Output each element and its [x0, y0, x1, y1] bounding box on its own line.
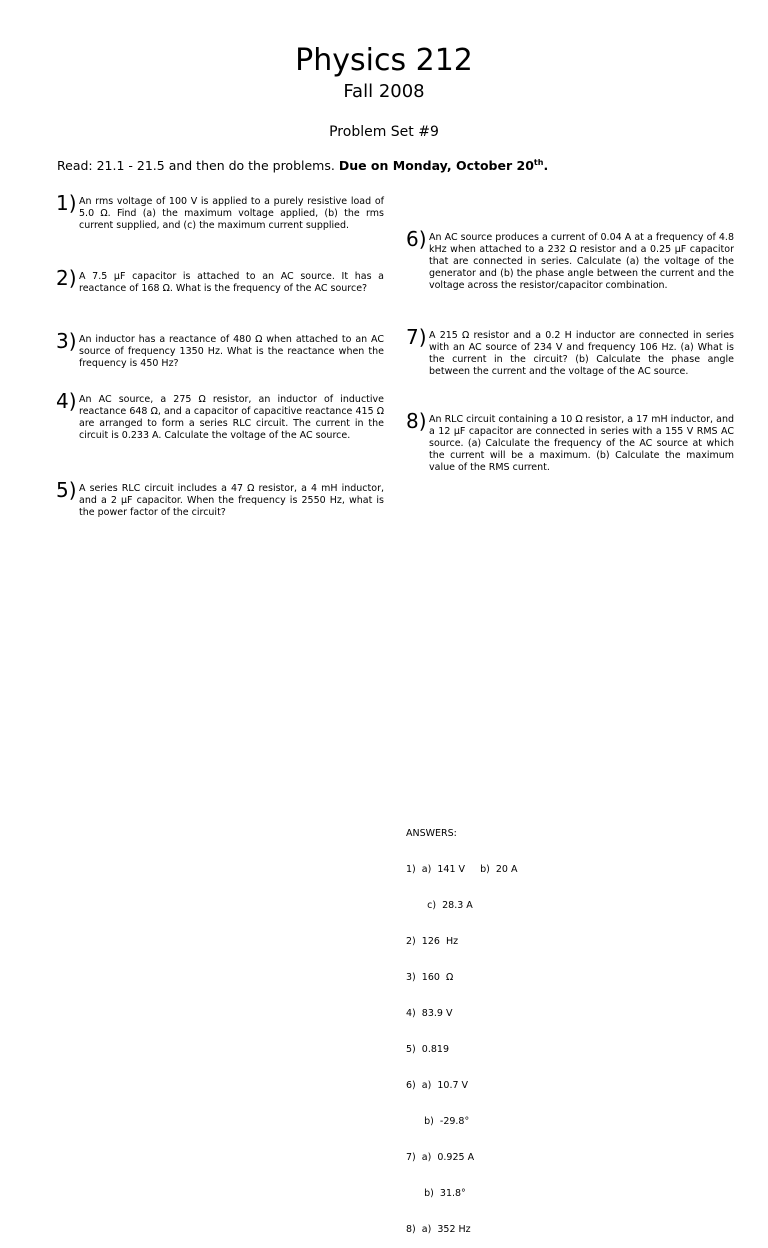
course-title: Physics 212: [295, 43, 473, 78]
problem-number: 7): [406, 325, 427, 349]
due-end: .: [543, 158, 549, 173]
problem-text: An RLC circuit containing a 10 Ω resistor, a 17 mH inductor, and a 12 μF capacitor are connected in series with a 155 V RMS AC source. (a) Calculate the frequency of the AC source at which the current will be a maximum. (b) Calculate the maximum value of the RMS current.: [429, 414, 734, 473]
problem-text: A series RLC circuit includes a 47 Ω resistor, a 4 mH inductor, and a 2 μF capacitor. When the frequency is 2550 Hz, what is the power factor of the circuit?: [79, 483, 384, 518]
problem-text: An inductor has a reactance of 480 Ω when attached to an AC source of frequency 1350 Hz. What is the reactance when the frequency is 450 Hz?: [79, 334, 384, 369]
due-text: Due on Monday, October 20: [338, 158, 534, 173]
problem-number: 6): [406, 227, 427, 251]
problem-3: [56, 329, 384, 370]
answer-line: 5) 0.819: [406, 1044, 449, 1055]
answer-line: 1) a) 141 V b) 20 A: [406, 864, 518, 875]
due-suffix: th: [533, 157, 544, 167]
term-title: Fall 2008: [343, 81, 425, 102]
answer-line: c) 28.3 A: [406, 900, 473, 911]
reading-text: Read: 21.1 - 21.5 and then do the problems.: [57, 158, 339, 173]
due-date: [339, 158, 548, 173]
problem-8: [406, 409, 734, 474]
answer-line: 7) a) 0.925 A: [406, 1152, 475, 1163]
answer-line: b) 31.8°: [406, 1188, 466, 1199]
problem-text: An AC source, a 275 Ω resistor, an inductor of inductive reactance 648 Ω, and a capacitor of capacitive reactance 415 Ω are arranged to form a series RLC circuit. The current in the circuit is 0.233 A. Calculate the voltage of the AC source.: [79, 394, 384, 441]
answer-line: b) -29.8°: [406, 1116, 470, 1127]
answer-line: 2) 126 Hz: [406, 936, 459, 947]
problem-7: [406, 325, 734, 378]
answer-line: 3) 160 Ω: [406, 972, 454, 983]
answers-heading: ANSWERS:: [406, 828, 457, 839]
problem-5: [56, 478, 384, 519]
reading-assignment: [57, 157, 548, 175]
problem-set-title: Problem Set #9: [329, 124, 439, 140]
problem-number: 4): [56, 389, 77, 413]
problem-6: [406, 227, 734, 292]
answer-line: 4) 83.9 V: [406, 1008, 453, 1019]
problem-text: An rms voltage of 100 V is applied to a purely resistive load of 5.0 Ω. Find (a) the maximum voltage applied, (b) the rms current supplied, and (c) the maximum current supplied.: [79, 196, 384, 231]
problem-number: 2): [56, 266, 77, 290]
problem-text: An AC source produces a current of 0.04 A at a frequency of 4.8 kHz when attached to a 232 Ω resistor and a 0.25 μF capacitor that are connected in series. Calculate (a) the voltage of the generator and (b) the phase angle between the current and the voltage across the resistor/capacitor combination.: [429, 232, 734, 291]
answer-line: 6) a) 10.7 V: [406, 1080, 469, 1091]
problem-4: [56, 389, 384, 442]
problem-number: 5): [56, 478, 77, 502]
answers-block: [406, 804, 518, 1248]
problem-number: 8): [406, 409, 427, 433]
problem-number: 1): [56, 191, 77, 215]
problem-text: A 215 Ω resistor and a 0.2 H inductor are connected in series with an AC source of 234 V and frequency 106 Hz. (a) What is the current in the circuit? (b) Calculate the phase angle between the current and the voltage of the AC source.: [429, 330, 734, 377]
problem-text: A 7.5 μF capacitor is attached to an AC source. It has a reactance of 168 Ω. What is the frequency of the AC source?: [79, 271, 384, 294]
problem-2: [56, 266, 384, 295]
answer-line: 8) a) 352 Hz: [406, 1224, 471, 1235]
problem-number: 3): [56, 329, 77, 353]
problem-1: [56, 191, 384, 232]
